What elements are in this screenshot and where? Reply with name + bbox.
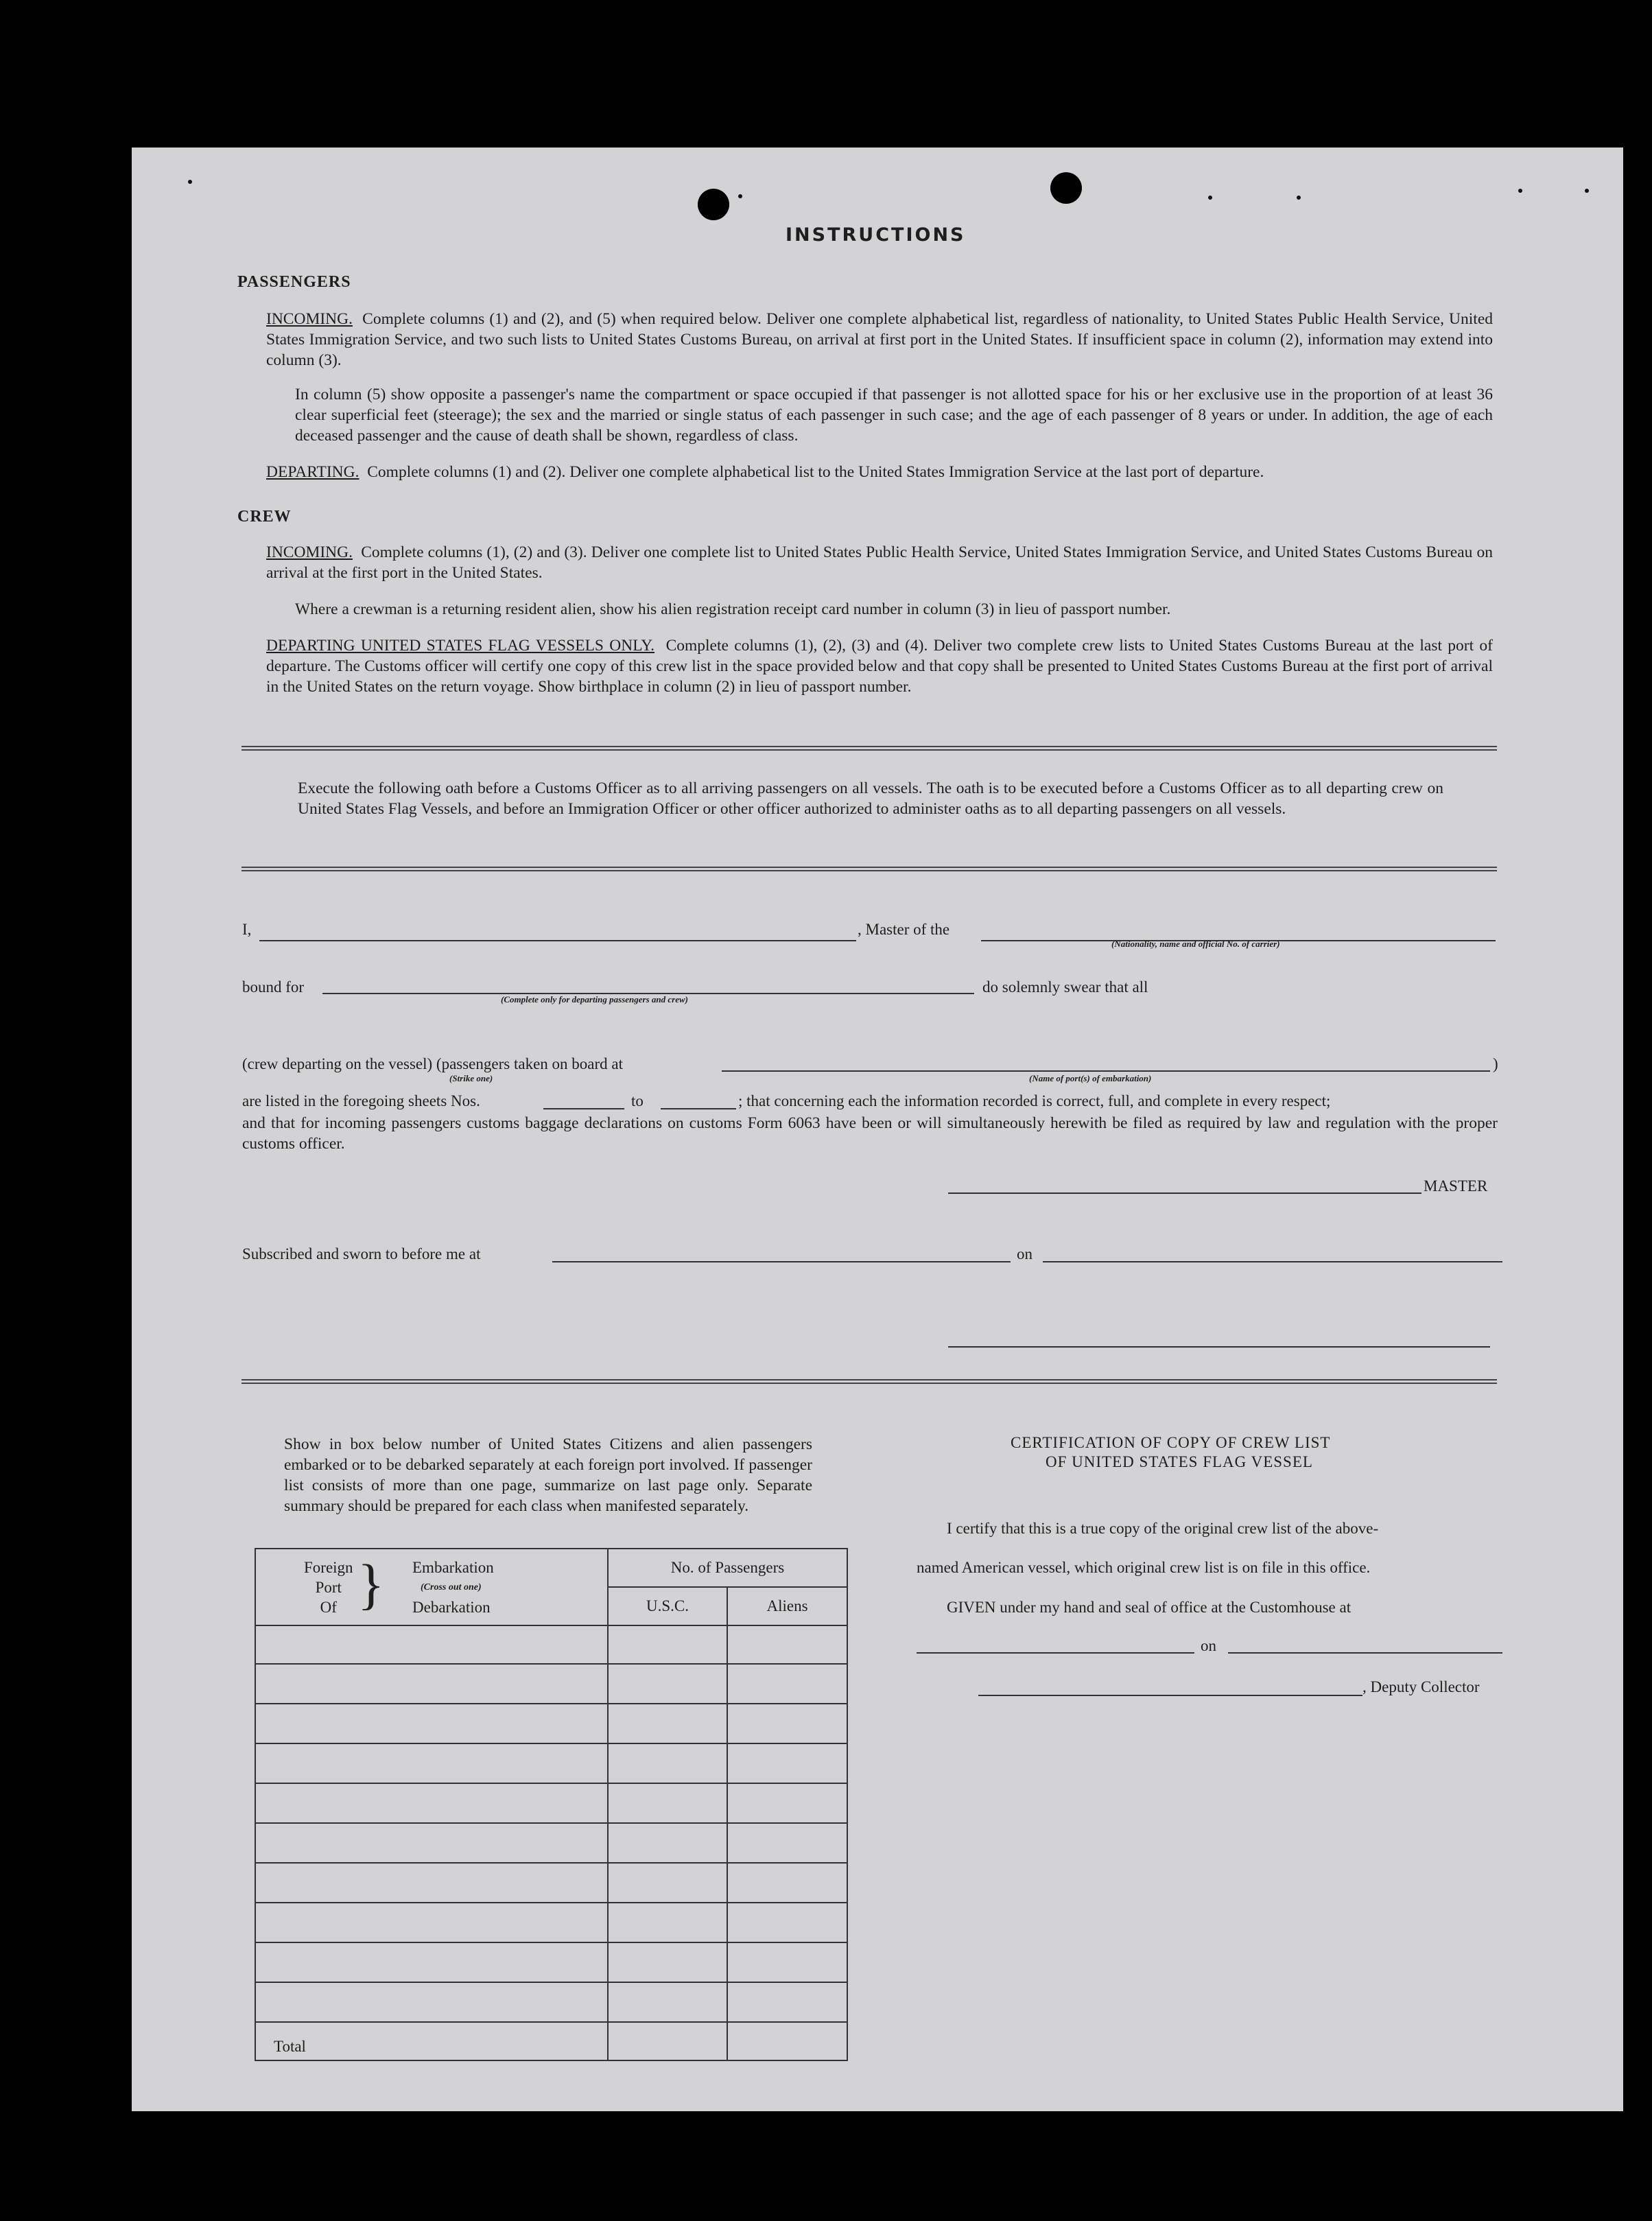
usc-cell[interactable] — [608, 1664, 727, 1704]
swear-label: do solemnly swear that all — [982, 978, 1148, 996]
passengers-departing-label: DEPARTING. — [266, 463, 359, 481]
port-cell[interactable] — [255, 1625, 608, 1664]
aliens-header: Aliens — [727, 1587, 847, 1625]
master-label: MASTER — [1424, 1177, 1488, 1195]
table-row — [255, 1903, 847, 1942]
port-header-cell — [255, 1549, 608, 1625]
listed-text-b: ; that concerning each the information recorded is correct, full, and complete in every respect; — [738, 1092, 1331, 1109]
speck — [1208, 196, 1212, 200]
sworn-place-field[interactable] — [552, 1261, 1011, 1262]
table-row — [255, 1942, 847, 1982]
listed-rest-paragraph: and that for incoming passengers customs baggage declarations on customs Form 6063 have been or will simultaneously herewith be filed as required by law and regulation with the proper customs officer. — [242, 1114, 1498, 1153]
certification-line-3: GIVEN under my hand and seal of office at the Customhouse at — [947, 1599, 1352, 1616]
crew-resident-paragraph: Where a crewman is a returning resident alien, show his alien registration receipt card number in column (3) in lieu of passport number. — [295, 600, 1171, 618]
certification-heading-1: CERTIFICATION OF COPY OF CREW LIST — [1011, 1434, 1331, 1451]
bound-for-label: bound for — [242, 978, 305, 996]
aliens-cell[interactable] — [727, 1664, 847, 1704]
passengers-column5-paragraph: In column (5) show opposite a passenger's name the compartment or space occupied if that passenger is not allotted space for his or her exclusive use in the proportion of at least 36 clear superficial feet (steerage); the sex and the married or single status of each passenger in such case; and the age of each passenger of 8 years or under. In addition, the age of each deceased passenger and the cause of death shall be shown, regardless of class. — [295, 386, 1493, 445]
passenger-summary-table — [255, 1548, 848, 2061]
table-row — [255, 1625, 847, 1664]
crew-incoming-text: Complete columns (1), (2) and (3). Deliver one complete list to United States Public Health Service, United States Immigration Service, and United States Customs Bureau on arrival at the first port in the United States. — [266, 543, 1493, 582]
embarkation-hint: (Name of port(s) of embarkation) — [1029, 1073, 1152, 1083]
port-cell[interactable] — [255, 1743, 608, 1783]
header-port: Port — [315, 1579, 342, 1596]
table-row — [255, 1823, 847, 1863]
brace-icon: } — [357, 1553, 385, 1615]
usc-cell[interactable] — [608, 1982, 727, 2022]
table-row — [255, 1704, 847, 1743]
passengers-heading: PASSENGERS — [237, 273, 351, 291]
carrier-hint: (Nationality, name and official No. of carrier) — [1111, 939, 1280, 949]
sheet-to-field[interactable] — [661, 1108, 736, 1109]
header-of: Of — [320, 1599, 337, 1616]
port-cell[interactable] — [255, 1664, 608, 1704]
oath-intro-paragraph: Execute the following oath before a Customs Officer as to all arriving passengers on all vessels. The oath is to be executed before a Customs Officer as to all departing crew on United States Flag Vessels, and before an Immigration Officer or other officer authorized to administer oaths as to all departing passengers on all vessels. — [298, 779, 1443, 818]
divider — [241, 746, 1497, 751]
aliens-cell[interactable] — [727, 1783, 847, 1823]
table-row — [255, 1783, 847, 1823]
certification-date-field[interactable] — [1228, 1652, 1502, 1654]
subscribed-label: Subscribed and sworn to before me at — [242, 1245, 481, 1262]
port-cell[interactable] — [255, 1863, 608, 1903]
certification-on-label: on — [1201, 1637, 1216, 1654]
sworn-date-field[interactable] — [1043, 1261, 1502, 1262]
header-debarkation: Debarkation — [412, 1599, 491, 1616]
header-embarkation: Embarkation — [412, 1559, 494, 1576]
port-cell[interactable] — [255, 1942, 608, 1982]
no-passengers-header: No. of Passengers — [608, 1549, 847, 1587]
crew-heading: CREW — [237, 508, 292, 526]
total-aliens-cell[interactable] — [727, 2022, 847, 2060]
speck — [188, 180, 192, 184]
crew-departing-paragraph — [266, 635, 1493, 697]
listed-text-a: are listed in the foregoing sheets Nos. — [242, 1092, 480, 1109]
certification-line-1: I certify that this is a true copy of the original crew list of the above- — [947, 1520, 1379, 1537]
table-row — [255, 1664, 847, 1704]
master-signature-field[interactable] — [948, 1192, 1421, 1194]
listed-label — [242, 1092, 480, 1110]
sworn-on-label: on — [1017, 1245, 1032, 1262]
header-foreign: Foreign — [304, 1559, 353, 1576]
usc-cell[interactable] — [608, 1823, 727, 1863]
passengers-departing-text: Complete columns (1) and (2). Deliver one complete alphabetical list to the United States Immigration Service at the last port of departure. — [367, 463, 1264, 481]
passengers-incoming-text: Complete columns (1) and (2), and (5) when required below. Deliver one complete alphabetical list, regardless of nationality, to United States Public Health Service, United States Immigration Service, and two such lists to United States Customs Bureau, on arrival at first port in the United States. If insufficient space in column (2), information may extend into column (3). — [266, 310, 1493, 369]
speck — [1297, 196, 1301, 200]
usc-cell[interactable] — [608, 1783, 727, 1823]
punch-hole-right — [1050, 172, 1082, 204]
customhouse-field[interactable] — [917, 1652, 1194, 1654]
usc-cell[interactable] — [608, 1704, 727, 1743]
usc-header: U.S.C. — [608, 1587, 727, 1625]
passengers-incoming-paragraph — [266, 309, 1493, 371]
header-cross-out: (Cross out one) — [421, 1582, 482, 1593]
table-row — [255, 1982, 847, 2022]
aliens-cell[interactable] — [727, 1942, 847, 1982]
usc-cell[interactable] — [608, 1903, 727, 1942]
total-usc-cell[interactable] — [608, 2022, 727, 2060]
embarkation-port-field[interactable] — [722, 1070, 1490, 1072]
speck — [1518, 189, 1522, 193]
usc-cell[interactable] — [608, 1743, 727, 1783]
sheet-from-field[interactable] — [543, 1108, 624, 1109]
port-cell[interactable] — [255, 1903, 608, 1942]
usc-cell[interactable] — [608, 1863, 727, 1903]
aliens-cell[interactable] — [727, 1704, 847, 1743]
port-cell[interactable] — [255, 1982, 608, 2022]
to-label: to — [631, 1092, 644, 1109]
usc-cell[interactable] — [608, 1625, 727, 1664]
total-row — [255, 2022, 847, 2060]
oath-i-label: I, — [242, 921, 252, 938]
aliens-cell[interactable] — [727, 1903, 847, 1942]
aliens-cell[interactable] — [727, 1863, 847, 1903]
crew-departing-label: (crew departing on the vessel) (passengers taken on board at — [242, 1055, 623, 1072]
port-cell[interactable] — [255, 1823, 608, 1863]
crew-incoming-label: INCOMING. — [266, 543, 353, 561]
page-title: INSTRUCTIONS — [786, 224, 966, 246]
crew-departing-label: DEPARTING UNITED STATES FLAG VESSELS ONLY. — [266, 637, 655, 655]
port-cell[interactable] — [255, 1704, 608, 1743]
oath-master-of-label: , Master of the — [858, 921, 950, 938]
master-name-field[interactable] — [259, 940, 856, 941]
strike-hint: (Strike one) — [449, 1073, 493, 1083]
divider — [241, 1379, 1497, 1384]
divider — [241, 867, 1497, 871]
aliens-cell[interactable] — [727, 1982, 847, 2022]
certification-heading-2: OF UNITED STATES FLAG VESSEL — [1046, 1453, 1313, 1470]
crew-departing-text: Complete columns (1), (2), (3) and (4). Deliver two complete crew lists to United States Customs Bureau at the last port of departure. The Customs officer will certify one copy of this crew list in the space provided below and that copy shall be presented to United States Customs Bureau at the first port of arrival in the United States on the return voyage. Show birthplace in column (2) in lieu of passport number. — [266, 637, 1494, 696]
passengers-departing-paragraph — [266, 462, 1493, 482]
passengers-incoming-label: INCOMING. — [266, 310, 353, 328]
aliens-cell[interactable] — [727, 1823, 847, 1863]
punch-hole-left — [698, 189, 729, 220]
close-paren: ) — [1493, 1055, 1498, 1072]
aliens-cell[interactable] — [727, 1743, 847, 1783]
bound-for-hint: (Complete only for departing passengers and crew) — [501, 994, 688, 1004]
summary-instructions: Show in box below number of United States Citizens and alien passengers embarked or to be debarked separately at each foreign port involved. If passenger list consists of more than one page, summarize on last page only. Separate summary should be prepared for each class when manifested separately. — [284, 1435, 812, 1515]
table-row — [255, 1743, 847, 1783]
officer-signature-field[interactable] — [948, 1346, 1490, 1348]
deputy-signature-field[interactable] — [978, 1695, 1362, 1696]
aliens-cell[interactable] — [727, 1625, 847, 1664]
table-row — [255, 1863, 847, 1903]
usc-cell[interactable] — [608, 1942, 727, 1982]
certification-line-2: named American vessel, which original crew list is on file in this office. — [917, 1559, 1371, 1576]
total-label: Total — [255, 2022, 608, 2060]
port-cell[interactable] — [255, 1783, 608, 1823]
speck — [1585, 189, 1589, 193]
crew-incoming-paragraph — [266, 542, 1493, 583]
deputy-collector-label: , Deputy Collector — [1362, 1678, 1480, 1695]
speck — [738, 194, 742, 198]
